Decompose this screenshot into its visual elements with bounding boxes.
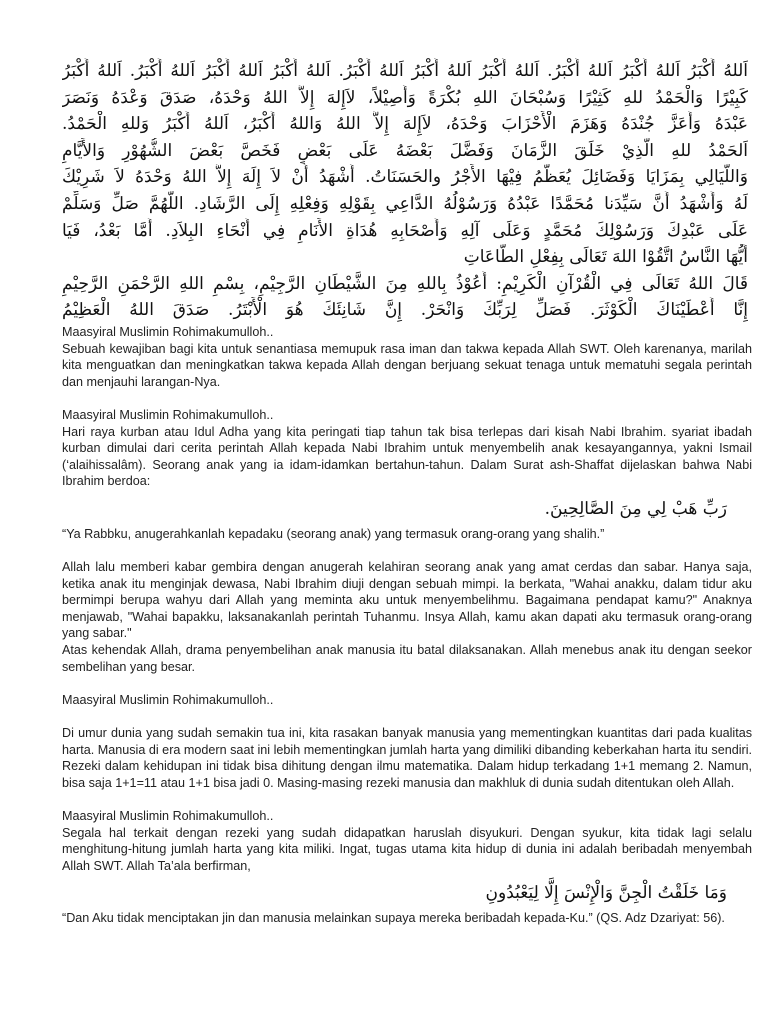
paragraph: Allah lalu memberi kabar gembira dengan anugerah kelahiran seorang anak yang amat cerdas dan sabar. Hanya saja, ketika anak itu menginjak dewasa, Nabi Ibrahim diuji dengan sebuah mimpi. Ia berkata, "Wahai anakku, dalam tidur aku bermimpi berupa wahyu dari Allah yang meminta aku untuk menyembelihmu. Bagaimana pendapat kamu?" Anaknya menjawab, "Wahai bapakku, laksanakanlah perintah Tuhanmu. Insya Allah, kamu akan dapati aku termasuk orang-orang yang sabar." xyxy=(62,560,752,641)
spacer xyxy=(62,791,752,808)
salutation: Maasyiral Muslimin Rohimakumulloh.. xyxy=(62,692,274,707)
arabic-line: عَلَى عَبْدِكَ وَرَسُوْلِكَ مُحَمَّدٍ وَعَلَى آلِهِ وَأَصْحَابِهِ هُدَاةِ الأَنَامِ فِي أَنْحَاءِ البِلاَدِ. أَمَّا بَعْدُ، فَيَا xyxy=(62,220,748,241)
arabic-line: إِنَّا أَعْطَيْنَاكَ الْكَوْثَرَ. فَصَلِّ لِرَبِّكَ وَانْحَرْ. إِنَّ شَانِئَكَ هُوَ الْأَبْتَرُ. صَدَقَ اللهُ الْعَظِيْمُ xyxy=(62,300,748,321)
paragraph: Atas kehendak Allah, drama penyembelihan anak manusia itu batal dilaksanakan. Allah menebus anak itu dengan seekor sembelihan yang besar. xyxy=(62,643,752,674)
spacer xyxy=(62,542,752,559)
spacer xyxy=(62,390,752,407)
sermon-body xyxy=(62,324,752,927)
spacer xyxy=(62,675,752,692)
arabic-line: اَلحَمْدُ للهِ الَّذِيْ خَلَقَ الزَّمَانَ وَفَضَّلَ بَعْضَهُ عَلَى بَعْضٍ فَخَصَّ بَعْضَ الشُّهُوْرِ وَالأَيَّامِ xyxy=(62,140,748,161)
verse-translation: “Ya Rabbku, anugerahkanlah kepadaku (seorang anak) yang termasuk orang-orang yang shalih.” xyxy=(62,526,605,541)
salutation: Maasyiral Muslimin Rohimakumulloh.. xyxy=(62,808,274,823)
arabic-line: لَهُ وَأَشْهَدُ أَنَّ سَيِّدَنا مُحَمَّدًا عَبْدُهُ وَرَسُوْلُهُ الدَّاعِي بِقَوْلِهِ وَفِعْلِهِ إِلَى الرَّشَادِ. اللَّهُمَّ صَلِّ وَسَلِّمْ xyxy=(62,193,748,214)
verse-translation: “Dan Aku tidak menciptakan jin dan manusia melainkan supaya mereka beribadah kepada-Ku.” (QS. Adz Dzariyat: 56). xyxy=(62,911,725,926)
salutation: Maasyiral Muslimin Rohimakumulloh.. xyxy=(62,407,274,422)
paragraph: Di umur dunia yang sudah semakin tua ini, kita rasakan banyak manusia yang mementingkan kuantitas dari pada kualitas harta. Manusia di era modern saat ini lebih mementingkan jumlah harta yang dimiliki dibanding keberkahan harta itu sendiri. Rezeki dalam kehidupan ini tidak bisa dihitung dengan ilmu matematika. Dalam hidup terkadang 1+1 memang 2. Namun, bisa saja 1+1=11 atau 1+1 bisa jadi 0. Masing-masing rezeki manusia dan makhluk di dunia sudah ditentukan oleh Allah. xyxy=(62,726,752,790)
arabic-verse: رَبِّ هَبْ لِي مِنَ الصَّالِحِينَ. xyxy=(544,498,727,519)
paragraph: Hari raya kurban atau Idul Adha yang kita peringati tiap tahun tak bisa terlepas dari kisah Nabi Ibrahim. syariat ibadah kurban dimulai dari cerita perintah Allah kepada Nabi Ibrahim untuk menyembelih anak kesayangannya, yakni Ismail (‘alaihissalâm). Seorang anak yang ia idam-idamkan bertahun-tahun. Dalam Surat ash-Shaffat dijelaskan bahwa Nabi Ibrahim berdoa: xyxy=(62,424,752,489)
paragraph: Segala hal terkait dengan rezeki yang sudah didapatkan haruslah disyukuri. Dengan syukur, kita tidak lagi selalu menghitung-hitung jumlah harta yang kita miliki. Ingat, tugas utama kita hidup di dunia ini adalah beribadah menyembah Allah SWT. Allah Ta’ala berfirman, xyxy=(62,825,752,873)
salutation: Maasyiral Muslimin Rohimakumulloh.. xyxy=(62,324,274,339)
arabic-verse: وَمَا خَلَقْتُ الْجِنَّ وَالْإِنْسَ إِلَّا لِيَعْبُدُونِ xyxy=(485,883,727,904)
arabic-line: أَيُّهَا النَّاسُ اتَّقُوْا اللهَ تَعَالَى بِفِعْلِ الطَّاعَاتِ xyxy=(463,247,748,268)
arabic-line: كَبِيْرًا وَالْحَمْدُ للهِ كَثِيْرًا وَسُبْحَانَ اللهِ بُكْرَةً وَأَصِيْلاً، لاَإِلهَ إِلاَّ اللهُ وَحْدَهُ، صَدَقَ وَعْدَهُ وَنَصَرَ xyxy=(62,87,748,108)
spacer xyxy=(62,708,752,725)
arabic-line: قَالَ اللهُ تَعَالَى فِي الْقُرْآنِ الْكَرِيْمِ: أَعُوْذُ بِاللهِ مِنَ الشَّيْطَانِ الرَّجِيْمِ، بِسْمِ اللهِ الرَّحْمَنِ الرَّحِيْمِ xyxy=(62,273,748,294)
arabic-line: عَبْدَهُ وَأَعَزَّ جُنْدَهُ وَهَزَمَ الْأَحْزَابَ وَحْدَهُ، لاَإِلهَ إِلاَّ اللهُ وَاللهُ أَكْبَرُ، اَللهُ أَكْبَرُ وَللهِ الْحَمْدُ. xyxy=(62,114,748,135)
arabic-line: اَللهُ أَكْبَرُ اَللهُ أَكْبَرُ اَللهُ أَكْبَرُ. اَللهُ أَكْبَرُ اَللهُ أَكْبَرُ اَللهُ أَكْبَرُ. اَللهُ أَكْبَرُ اَللهُ أَكْبَرُ اَللهُ أَكْبَرُ. اَللهُ أَكْبَرُ xyxy=(62,61,748,81)
arabic-line: وَاللَّيَالِي بِمَزَايَا وَفَضَائِلَ يُعَظَّمُ فِيْهَا الأَجْرُ والحَسَنَاتُ. أَشْهَدُ أَنْ لاَ إِلَهَ إِلاَّ اللهُ وَحْدَهُ لاَ شَرِيْكَ xyxy=(62,167,748,188)
opening-arabic-prayer xyxy=(62,58,748,324)
paragraph: Sebuah kewajiban bagi kita untuk senantiasa memupuk rasa iman dan takwa kepada Allah SWT. Oleh karenanya, marilah kita menguatkan dan meningkatkan takwa kepada Allah dengan berjuang sekuat tenaga untuk mematuhi segala perintah dan menjauhi larangan-Nya. xyxy=(62,341,752,389)
